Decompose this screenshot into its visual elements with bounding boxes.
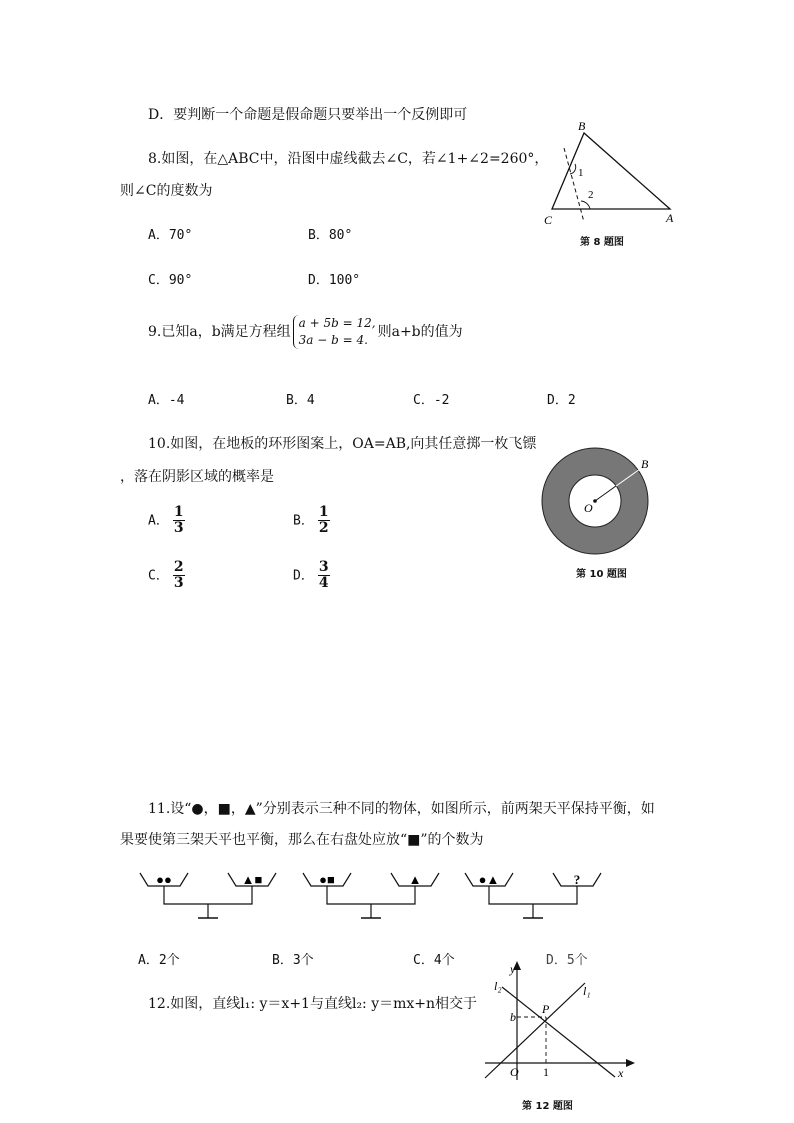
balance-1-right-pan: ▲■ <box>241 872 263 887</box>
fraction-denominator: 2 <box>318 520 329 536</box>
q9-equation-system <box>293 315 376 349</box>
q10-text-line1: 10.如图，在地板的环形图案上，OA=AB,向其任意掷一枚飞镖 <box>148 436 537 452</box>
label-l1: l₁ <box>583 984 591 998</box>
balance-1 <box>140 872 276 918</box>
label-y: y <box>510 962 516 976</box>
q11-option-a: A．2个 <box>138 953 180 968</box>
q9-equation-1: a + 5b = 12, <box>298 316 376 330</box>
label-angle-2: 2 <box>588 189 594 201</box>
q11-option-b: B．3个 <box>272 953 314 968</box>
q10-option-c-letter: C． <box>148 568 169 584</box>
q8-triangle-figure <box>538 118 688 248</box>
q10-option-b-letter: B． <box>293 513 314 529</box>
balance-3 <box>465 872 601 918</box>
q8-figure-caption: 第 8 题图 <box>580 237 624 248</box>
q10-option-c <box>148 560 185 591</box>
balance-2 <box>303 872 439 918</box>
label-b: b <box>510 1010 516 1024</box>
q8-option-a: A．70° <box>148 228 193 243</box>
cut-dashed-line <box>564 148 584 222</box>
q9-equation-2: 3a − b = 4. <box>298 333 368 347</box>
balance-2-right-pan: ▲ <box>408 872 422 887</box>
q10-ring-figure <box>536 450 662 560</box>
fraction-denominator: 4 <box>318 575 329 591</box>
q9-option-a: A．-4 <box>148 393 185 408</box>
q10-figure-caption: 第 10 题图 <box>576 569 627 580</box>
q9-prefix: 9.已知a，b满足方程组 <box>148 324 291 340</box>
q10-option-a <box>148 505 185 536</box>
fraction-numerator: 1 <box>318 504 329 520</box>
q9-text <box>148 315 463 349</box>
q9-option-c: C．-2 <box>413 393 450 408</box>
x-axis-arrow <box>626 1059 635 1067</box>
q11-text-line2: 果要使第三架天平也平衡，那么在右盘处应放“■”的个数为 <box>120 832 484 848</box>
q8-option-d: D．100° <box>308 273 361 288</box>
balance-3-right-pan: ? <box>573 872 581 887</box>
label-p: P <box>542 1002 550 1016</box>
q10-text-line2: ，落在阴影区域的概率是 <box>120 469 274 485</box>
label-angle-1: 1 <box>578 167 584 179</box>
label-o: O <box>584 501 593 515</box>
q7-option-d: D．要判断一个命题是假命题只要举出一个反例即可 <box>148 107 468 123</box>
q9-option-d: D．2 <box>547 393 576 408</box>
q10-option-d-fraction <box>318 560 330 591</box>
q10-option-b <box>293 505 330 536</box>
center-point <box>593 499 597 503</box>
balance-1-left-pan: ●● <box>156 872 172 887</box>
q9-suffix: 则a+b的值为 <box>377 324 463 340</box>
q10-option-b-fraction <box>318 505 330 536</box>
q12-text-line1: 12.如图，直线l₁: y＝x+1与直线l₂: y＝mx+n相交于 <box>148 996 478 1012</box>
label-a: A <box>666 211 674 225</box>
label-1: 1 <box>543 1065 549 1079</box>
fraction-denominator: 3 <box>173 520 184 536</box>
q8-text-line2: 则∠C的度数为 <box>120 183 213 199</box>
q10-option-d <box>293 560 330 591</box>
q11-option-d: D．5个 <box>546 953 588 968</box>
q8-option-b: B．80° <box>308 228 353 243</box>
fraction-denominator: 3 <box>173 575 184 591</box>
fraction-numerator: 2 <box>173 559 184 575</box>
q11-balances-figure <box>138 866 618 926</box>
balance-2-left-pan: ●■ <box>319 872 335 887</box>
fraction-numerator: 3 <box>318 559 329 575</box>
q10-option-a-fraction <box>173 505 185 536</box>
q10-option-c-fraction <box>173 560 185 591</box>
label-c: C <box>544 213 553 227</box>
q8-text-line1: 8.如图，在△ABC中，沿图中虚线截去∠C，若∠1+∠2=260°， <box>148 151 549 167</box>
angle-2-arc <box>581 201 590 209</box>
q10-option-a-letter: A． <box>148 513 169 529</box>
label-l2: l₂ <box>494 979 502 993</box>
q8-option-c: C．90° <box>148 273 193 288</box>
balance-3-left-pan: ●▲ <box>478 872 500 887</box>
q12-figure-caption: 第 12 题图 <box>522 1101 573 1112</box>
q10-option-d-letter: D． <box>293 568 314 584</box>
label-b: B <box>641 457 649 471</box>
q12-graph-figure <box>480 955 640 1085</box>
label-o: O <box>510 1065 519 1079</box>
label-a: A <box>610 487 618 501</box>
line-l1 <box>485 983 585 1078</box>
label-b: B <box>578 119 586 133</box>
q11-text-line1: 11.设“●，■，▲”分别表示三种不同的物体，如图所示，前两架天平保持平衡，如 <box>148 801 655 817</box>
fraction-numerator: 1 <box>173 504 184 520</box>
q9-option-b: B．4 <box>286 393 315 408</box>
q11-option-c: C．4个 <box>413 953 455 968</box>
label-x: x <box>618 1066 624 1080</box>
